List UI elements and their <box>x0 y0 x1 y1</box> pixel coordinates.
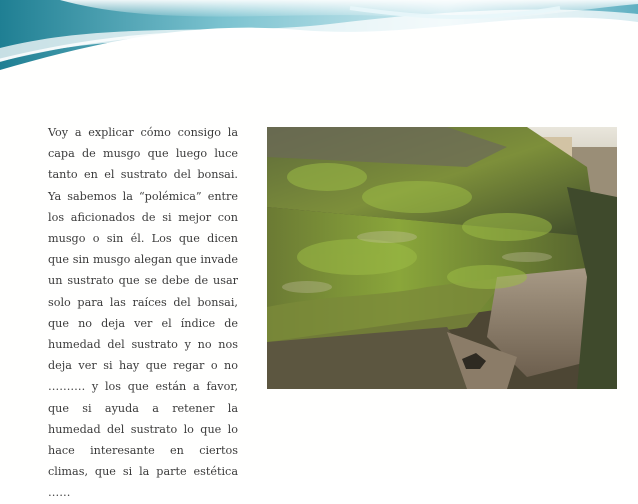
header-decoration <box>0 0 638 80</box>
moss-covered-stone-wall-photo <box>267 127 617 389</box>
body-paragraph: Voy a explicar cómo consigo la capa de musgo que luego luce tanto en el sustrato del bonsai. Ya sabemos la “polémica” entre los aficionados de si mejor con musgo o sin él. Los que dicen que sin musgo alegan que invade un sustrato que se debe de usar solo para las raíces del bonsai, que no deja ver el índice de humedad del sustrato y no nos deja ver si hay que regar o no ………. y los que están a favor, que si ayuda a retener la humedad del sustrato lo que lo hace interesante en ciertos climas, que si la parte estética …… <box>48 126 238 500</box>
